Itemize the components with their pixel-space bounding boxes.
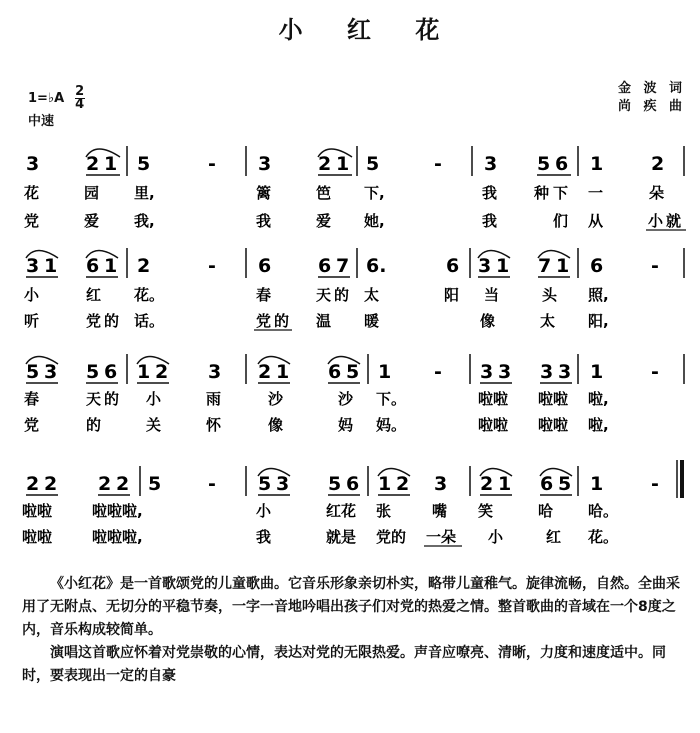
score-row-3 [26, 354, 684, 384]
lyric: 春 [256, 286, 272, 304]
note: 1 [104, 153, 118, 175]
lyric: 笆 [316, 184, 332, 202]
lyric: 张 [376, 502, 392, 520]
note: 1 [496, 255, 510, 277]
note: 6 [104, 361, 118, 383]
score-row-4 [26, 460, 682, 498]
note: 3 [558, 361, 572, 383]
lyric: 啦, [588, 416, 609, 434]
lyric: 沙 [338, 390, 354, 408]
lyric: 党 [256, 312, 272, 330]
note: 5 [148, 473, 162, 495]
lyric: 哈。 [588, 502, 619, 520]
key-letter: A [54, 91, 65, 106]
page-title: 小 红 花 [278, 16, 458, 44]
note: 1 [378, 473, 392, 495]
lyric: 照, [588, 286, 609, 304]
note: 1 [590, 361, 604, 383]
lyric: 我 [256, 528, 272, 546]
lyric: 我, [134, 212, 155, 230]
lyric: 小 [146, 390, 162, 408]
lyric: 哈 [538, 502, 554, 520]
note: 6 [446, 255, 460, 277]
lyric: 的 [334, 286, 350, 304]
lyric: 的 [104, 312, 120, 330]
note: 1 [137, 361, 151, 383]
note: 7 [336, 255, 350, 277]
score-row-1 [26, 146, 684, 176]
note: 5 [258, 473, 272, 495]
note: 6 [590, 255, 604, 277]
note: - [651, 473, 659, 495]
note: 1 [378, 361, 392, 383]
lyric: 篱 [256, 184, 272, 202]
lyric: 朵 [649, 184, 665, 202]
lyric: 我 [482, 212, 498, 230]
lyric: 头 [542, 286, 558, 304]
lyric: 的 [104, 390, 120, 408]
lyric: 小 [256, 502, 272, 520]
composer: 尚 疾 曲 [617, 99, 686, 114]
lyric: 太 [540, 312, 556, 330]
note: 2 [651, 153, 665, 175]
note: 3 [540, 361, 554, 383]
lyric: 天 [316, 286, 332, 304]
note: - [208, 473, 216, 495]
lyric: 的 [274, 312, 290, 330]
lyric: 暖 [364, 312, 380, 330]
note: 2 [26, 473, 40, 495]
lyric: 关 [146, 416, 162, 434]
note: 2 [396, 473, 410, 495]
lyric: 花。 [588, 528, 619, 546]
note: 3 [26, 255, 40, 277]
note: 1 [590, 473, 604, 495]
note: 1 [104, 255, 118, 277]
lyric: 妈 [338, 416, 354, 434]
note: 1 [336, 153, 350, 175]
lyric: 像 [480, 312, 496, 330]
lyric: 啦啦啦, [92, 528, 143, 546]
note: 2 [116, 473, 130, 495]
note: 2 [44, 473, 58, 495]
lyric: 笑 [478, 502, 494, 520]
lyric: 一朵 [426, 528, 457, 546]
note: 1 [44, 255, 58, 277]
lyric: 阳, [588, 312, 609, 330]
lyric: 花 [24, 184, 40, 202]
lyric: 太 [364, 286, 380, 304]
lyric: 嘴 [432, 502, 448, 520]
lyric: 党 [86, 312, 102, 330]
note: 2 [86, 153, 100, 175]
lyric: 温 [316, 312, 332, 330]
note: 3 [276, 473, 290, 495]
lyric: 下, [364, 184, 385, 202]
lyric: 我 [256, 212, 272, 230]
description-paragraph: 演唱这首歌应怀着对党崇敬的心情，表达对党的无限热爱。声音应嘹亮、清晰，力度和速度适中。同时，要表现出一定的自豪 [22, 645, 666, 684]
lyric: 红花 [326, 502, 357, 520]
tempo-mark: 中速 [28, 114, 55, 129]
description [22, 573, 682, 688]
lyric: 小 [648, 212, 664, 230]
lyric: 怀 [206, 416, 222, 434]
lyric: 啦啦 [22, 528, 53, 546]
lyric: 红 [86, 286, 102, 304]
note: 3 [434, 473, 448, 495]
note: 5 [86, 361, 100, 383]
note: 1 [276, 361, 290, 383]
lyric: 阳 [444, 286, 460, 304]
lyric: 啦, [588, 390, 609, 408]
lyric: 啦啦啦, [92, 502, 143, 520]
lyric: 下。 [376, 390, 407, 408]
note: 1 [498, 473, 512, 495]
note: 6 [328, 361, 342, 383]
score-row-2 [26, 248, 684, 278]
note: 3 [498, 361, 512, 383]
note: 5 [558, 473, 572, 495]
note: - [651, 255, 659, 277]
lyric: 种 [534, 184, 550, 202]
lyric: 就是 [326, 528, 357, 546]
note: 3 [480, 361, 494, 383]
note: 5 [137, 153, 151, 175]
note: - [434, 153, 442, 175]
key-do: 1= [28, 91, 48, 106]
lyric: 爱 [84, 212, 100, 230]
note: 6 [318, 255, 332, 277]
lyric: 里, [134, 184, 155, 202]
lyric: 小 [488, 528, 504, 546]
flat-icon: ♭ [47, 91, 55, 106]
note: 6 [86, 255, 100, 277]
note: 6 [258, 255, 272, 277]
note: 5 [346, 361, 360, 383]
note: 3 [484, 153, 498, 175]
lyricist: 金 波 词 [617, 81, 686, 96]
lyric: 啦啦 [478, 390, 509, 408]
lyric: 啦啦 [538, 416, 569, 434]
note: 6 [346, 473, 360, 495]
lyric: 沙 [268, 390, 284, 408]
lyric: 一 [588, 184, 604, 202]
note: 2 [258, 361, 272, 383]
lyric: 啦啦 [538, 390, 569, 408]
note: 1 [590, 153, 604, 175]
note: - [208, 255, 216, 277]
note: 3 [258, 153, 272, 175]
lyric: 当 [484, 286, 500, 304]
note: 1 [556, 255, 570, 277]
lyric: 妈。 [376, 416, 407, 434]
note: - [434, 361, 442, 383]
lyric: 园 [84, 184, 100, 202]
lyric: 从 [588, 212, 604, 230]
page-edge [382, 679, 700, 715]
note: 6 [555, 153, 569, 175]
note: 5 [26, 361, 40, 383]
note: 3 [478, 255, 492, 277]
note: 2 [98, 473, 112, 495]
note: 3 [26, 153, 40, 175]
note: 6. [366, 255, 387, 277]
lyric: 天 [86, 390, 102, 408]
time-signature: $\frac{2}{4}$ [75, 84, 85, 112]
note: 3 [208, 361, 222, 383]
lyric: 花。 [134, 286, 165, 304]
lyric: 党 [24, 416, 40, 434]
note: 2 [480, 473, 494, 495]
lyric: 红 [546, 528, 562, 546]
note: - [651, 361, 659, 383]
note: 2 [137, 255, 151, 277]
lyric: 像 [268, 416, 284, 434]
lyric: 党 [24, 212, 40, 230]
lyric: 们 [553, 212, 569, 230]
lyric: 党的 [376, 528, 407, 546]
lyric: 我 [482, 184, 498, 202]
note: 6 [540, 473, 554, 495]
note: 5 [366, 153, 380, 175]
lyric: 下 [553, 184, 569, 202]
note: 3 [44, 361, 58, 383]
description-paragraph: 《小红花》是一首歌颂党的儿童歌曲。它音乐形象亲切朴实，略带儿童稚气。旋律流畅，自然。全曲采用了无附点、无切分的平稳节奏，一字一音地吟唱出孩子们对党的热爱之情。整首歌曲的音域在一个8度之内，音乐构成较简单。 [22, 576, 680, 638]
note: 2 [318, 153, 332, 175]
lyric: 爱 [316, 212, 332, 230]
lyric: 听 [24, 312, 40, 330]
note: - [208, 153, 216, 175]
lyric: 啦啦 [22, 502, 53, 520]
lyric: 她, [364, 212, 385, 230]
lyric: 的 [86, 416, 102, 434]
note: 5 [328, 473, 342, 495]
lyric: 就 [666, 212, 682, 230]
note: 5 [537, 153, 551, 175]
lyric: 啦啦 [478, 416, 509, 434]
lyric: 春 [24, 390, 40, 408]
lyric: 话。 [134, 312, 165, 330]
lyric: 小 [24, 286, 40, 304]
note: 2 [155, 361, 169, 383]
lyric: 雨 [206, 390, 222, 408]
note: 7 [538, 255, 552, 277]
